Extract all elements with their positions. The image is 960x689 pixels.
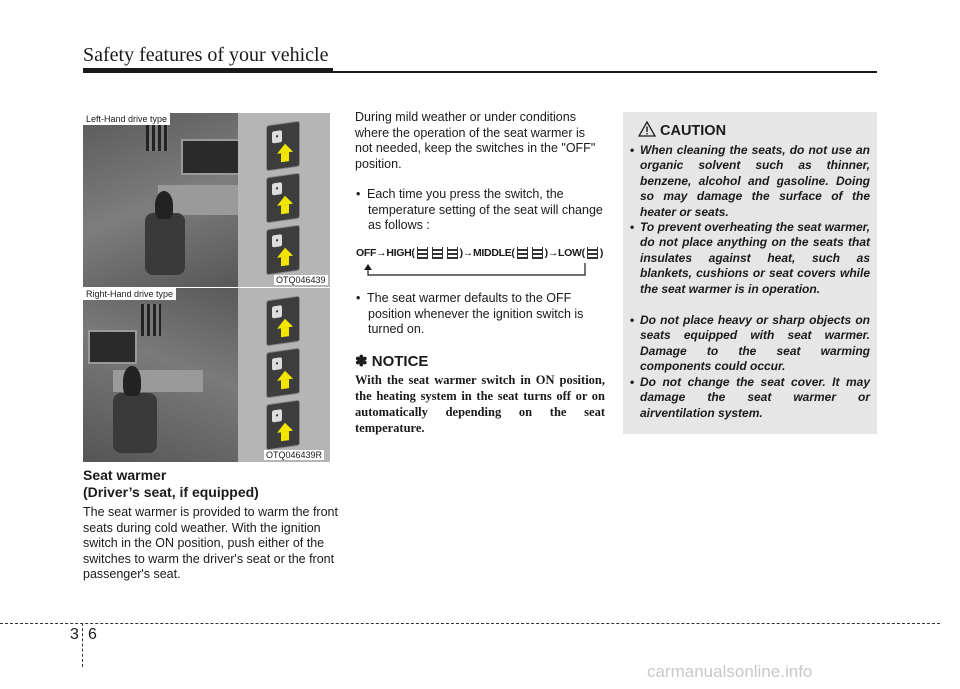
seq-middle: MIDDLE( bbox=[472, 247, 515, 259]
seq-close-1: ) bbox=[459, 247, 463, 259]
lhd-figure-code: OTQ046439 bbox=[276, 275, 326, 285]
footer-rule bbox=[0, 623, 940, 624]
seq-arrow-1: → bbox=[376, 247, 387, 259]
seq-low: LOW( bbox=[558, 247, 585, 259]
page-header-title: Safety features of your vehicle bbox=[83, 44, 329, 66]
seat-warmer-heading-line2: (Driver’s seat, if equipped) bbox=[83, 484, 259, 500]
heat-level-icon bbox=[517, 247, 528, 259]
lhd-label: Left-Hand drive type bbox=[83, 113, 170, 125]
return-arrow-icon bbox=[362, 263, 592, 283]
caution-title: CAUTION bbox=[660, 123, 727, 139]
bullet-dot: • bbox=[630, 313, 635, 327]
notice-title: ✽ NOTICE bbox=[355, 353, 429, 370]
page-chapter-number: 3 bbox=[70, 626, 79, 643]
heat-level-icon bbox=[447, 247, 458, 259]
header-rule-thin bbox=[333, 71, 877, 73]
page-number: 6 bbox=[88, 626, 97, 643]
warning-triangle-icon bbox=[638, 121, 656, 137]
header-rule-thick bbox=[83, 68, 333, 73]
seq-arrow-2: → bbox=[462, 247, 473, 259]
caution-item-text: Do not change the seat cover. It may damage the seat warmer or airventilation system. bbox=[640, 375, 870, 420]
mild-weather-paragraph: During mild weather or under conditions where the operation of the seat warmer is not needed, keep the switches in the "OFF" position. bbox=[355, 110, 596, 171]
caution-item-text: To prevent overheating the seat warmer, do not place anything on the seats that insulates against heat, such as blankets, cushions or seat covers while the seat warmer is in operation. bbox=[640, 220, 870, 296]
bullet-dot: • bbox=[630, 220, 635, 234]
seq-high: HIGH( bbox=[386, 247, 415, 259]
footer-divider bbox=[82, 623, 83, 667]
seat-warmer-heading-line1: Seat warmer bbox=[83, 467, 167, 483]
seat-warmer-body: The seat warmer is provided to warm the front seats during cold weather. With the ignition switch in the ON position, push either of the switches to warm the driver's seat or the front passenger's seat. bbox=[83, 505, 338, 582]
seq-close-3: ) bbox=[599, 247, 604, 259]
heat-level-icon bbox=[417, 247, 428, 259]
caution-item bbox=[630, 375, 870, 421]
seq-close-2: ) bbox=[544, 247, 548, 259]
rhd-label: Right-Hand drive type bbox=[83, 288, 176, 300]
rhd-figure-code: OTQ046439R bbox=[266, 450, 323, 460]
watermark: carmanualsonline.info bbox=[647, 662, 813, 681]
heat-level-icon bbox=[432, 247, 443, 259]
bullet-dot: • bbox=[356, 187, 361, 201]
bullet-switch-press bbox=[356, 187, 604, 234]
bullet-switch-press-text: Each time you press the switch, the temperature setting of the seat will change as follows : bbox=[367, 187, 603, 233]
bullet-defaults-off bbox=[356, 291, 604, 338]
seq-off: OFF bbox=[356, 247, 377, 259]
heat-level-icon bbox=[587, 247, 598, 259]
caution-item-text: When cleaning the seats, do not use an organic solvent such as thinner, benzene, alcohol and gasoline. Doing so may damage the surface of the heater or seats. bbox=[640, 143, 870, 219]
bullet-dot: • bbox=[630, 143, 635, 157]
bullet-dot: • bbox=[356, 291, 361, 305]
caution-item-text: Do not place heavy or sharp objects on seats equipped with seat warmer. Damage to the seat warming components could occur. bbox=[640, 313, 870, 374]
notice-body: With the seat warmer switch in ON position, the heating system in the seat turns off or on automatically depending on the seat temperature. bbox=[355, 373, 605, 435]
heat-level-icon bbox=[532, 247, 543, 259]
bullet-defaults-off-text: The seat warmer defaults to the OFF position whenever the ignition switch is turned on. bbox=[367, 291, 584, 337]
lhd-photo: ▪ ▪ ▪ Left-Hand drive type OTQ046439 bbox=[83, 113, 330, 287]
caution-item bbox=[630, 143, 870, 220]
temperature-sequence bbox=[356, 247, 606, 287]
rhd-photo: ▪ ▪ ▪ Right-Hand drive type OTQ046439R bbox=[83, 288, 330, 462]
caution-item bbox=[630, 313, 870, 375]
seq-arrow-3: → bbox=[547, 247, 559, 259]
bullet-dot: • bbox=[630, 375, 635, 389]
seat-warmer-heading bbox=[83, 467, 338, 501]
caution-item bbox=[630, 220, 870, 297]
